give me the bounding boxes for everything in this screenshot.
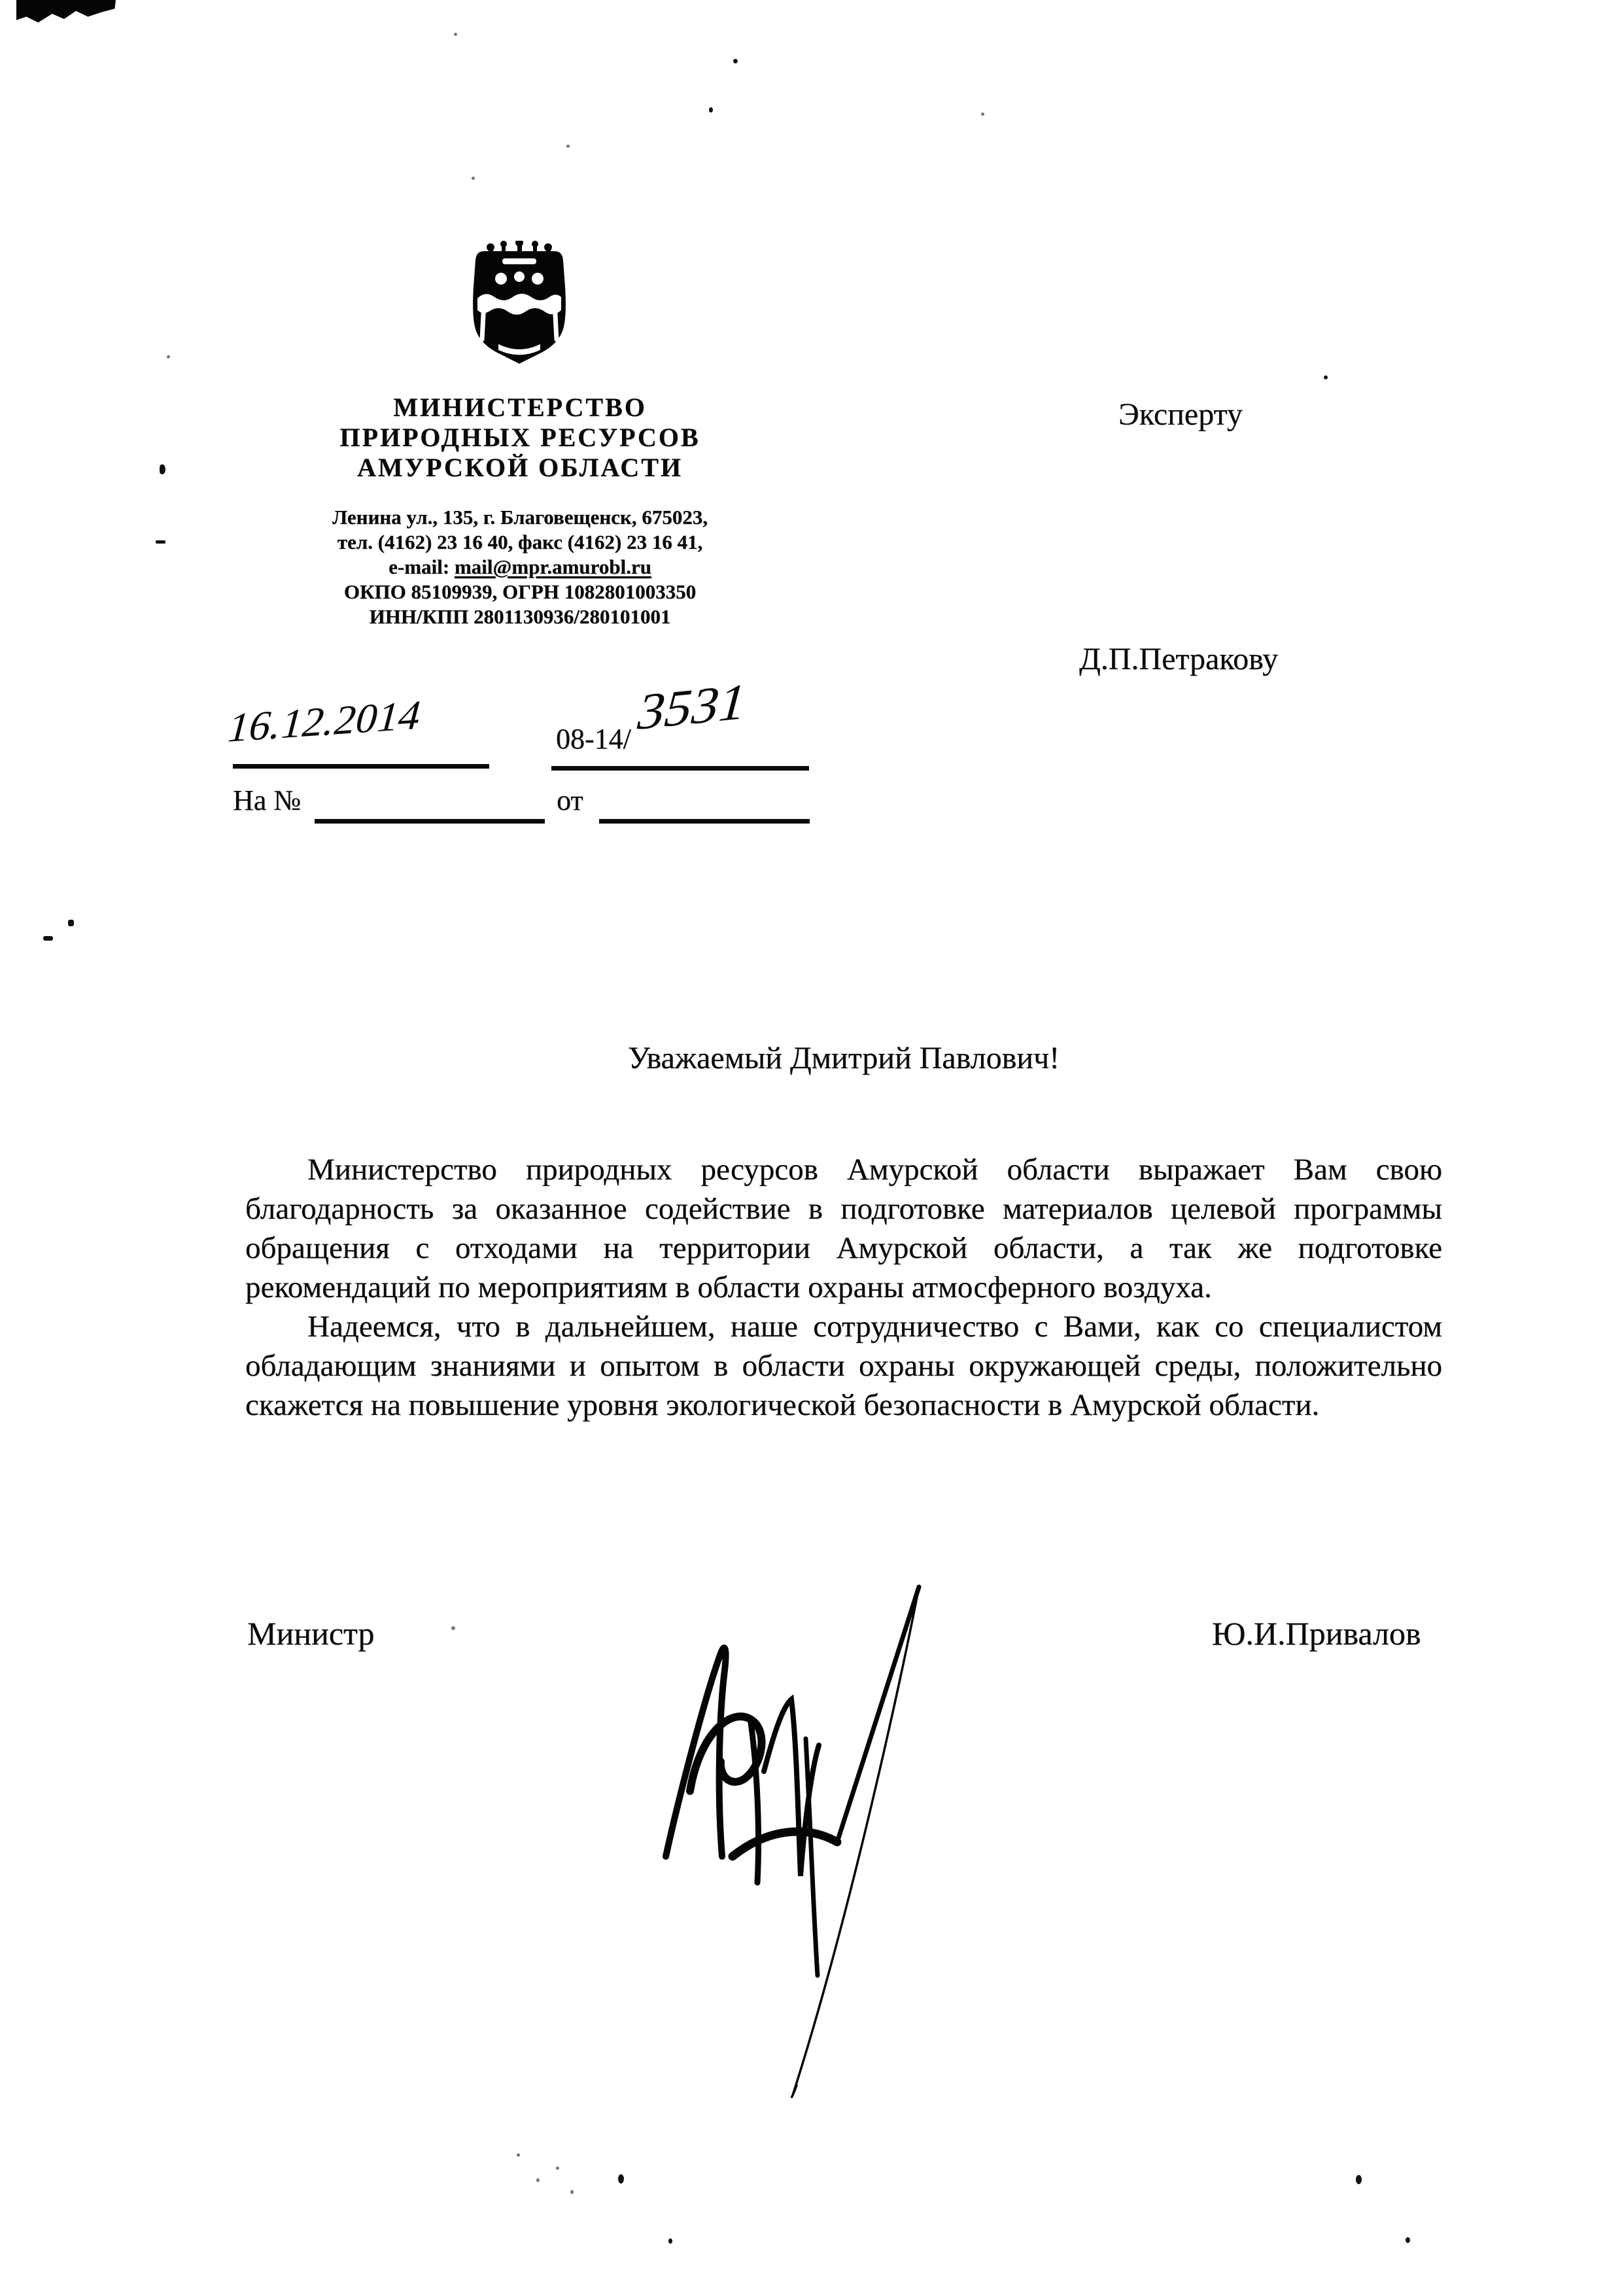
- scan-artifact: [16, 0, 116, 29]
- scan-speck: [1406, 2237, 1410, 2243]
- minister-title: Министр: [247, 1615, 375, 1652]
- ministry-name-line: ПРИРОДНЫХ РЕСУРСОВ: [339, 423, 700, 452]
- reply-to-number-label: На №: [233, 784, 302, 816]
- scan-speck: [556, 2166, 559, 2170]
- recipient-role: Эксперту: [1118, 397, 1243, 432]
- reply-date-underline: [599, 819, 810, 824]
- address-inn-kpp: ИНН/КПП 2801130936/280101001: [369, 605, 671, 628]
- scan-speck: [1324, 375, 1328, 379]
- scan-speck: [566, 145, 570, 148]
- reply-from-date-label: от: [557, 784, 583, 816]
- scan-speck: [68, 920, 74, 926]
- letter-body: [245, 1040, 1442, 1425]
- scan-speck: [570, 2190, 574, 2194]
- outgoing-date-handwritten: 16.12.2014: [222, 691, 427, 751]
- date-underline: [233, 764, 489, 769]
- outgoing-number-handwritten: 3531: [630, 672, 754, 742]
- scan-speck: [618, 2174, 624, 2183]
- paragraph-gratitude: Министерство природных ресурсов Амурской области выражает Вам свою благодарность за оказанное содействие в подготовке материалов целевой программы обращения с отходами на территории Амурской области, а так же подготовке рекомендаций по мероприятиям в области охраны атмосферного воздуха.: [245, 1153, 1442, 1304]
- minister-signature-icon: [654, 1575, 935, 2105]
- letterhead-address: [275, 505, 765, 629]
- address-email-line: [275, 555, 765, 580]
- ministry-name-line: АМУРСКОЙ ОБЛАСТИ: [357, 453, 683, 482]
- scan-speck: [451, 1626, 455, 1630]
- ministry-name-line: МИНИСТЕРСТВО: [393, 392, 647, 422]
- paragraph-hope: Надеемся, что в дальнейшем, наше сотрудничество с Вами, как со специалистом обладающим знаниями и опытом в области охраны окружающей среды, положительно скажется на повышение уровня экологической безопасности в Амурской области.: [245, 1310, 1442, 1422]
- amur-oblast-coat-of-arms-icon: [470, 241, 569, 366]
- scan-speck: [517, 2153, 520, 2157]
- salutation: Уважаемый Дмитрий Павлович!: [627, 1041, 1060, 1075]
- email-label: e-mail:: [388, 555, 455, 578]
- scan-speck: [472, 177, 475, 180]
- reply-number-underline: [315, 819, 545, 824]
- scan-speck: [536, 2178, 540, 2182]
- scan-speck: [156, 540, 165, 544]
- scan-speck: [733, 59, 738, 63]
- outgoing-number-prefix: 08-14/: [556, 723, 631, 755]
- ministry-name: [275, 392, 765, 483]
- scan-speck: [160, 464, 165, 474]
- scan-speck: [454, 33, 457, 36]
- address-okpo-ogrn: ОКПО 85109939, ОГРН 1082801003350: [343, 580, 697, 603]
- number-underline: [551, 766, 809, 771]
- address-street: Ленина ул., 135, г. Благовещенск, 675023,: [332, 506, 708, 529]
- recipient-name: Д.П.Петракову: [1079, 642, 1279, 676]
- scan-speck: [709, 107, 713, 113]
- address-phone-fax: тел. (4162) 23 16 40, факс (4162) 23 16 41,: [337, 531, 703, 553]
- scan-speck: [43, 936, 53, 941]
- scan-speck: [167, 355, 170, 358]
- scan-speck: [1356, 2175, 1362, 2184]
- minister-name: Ю.И.Привалов: [1212, 1615, 1421, 1652]
- scan-speck: [981, 113, 984, 116]
- email-address: mail@mpr.amurobl.ru: [454, 555, 651, 578]
- scan-speck: [668, 2238, 672, 2244]
